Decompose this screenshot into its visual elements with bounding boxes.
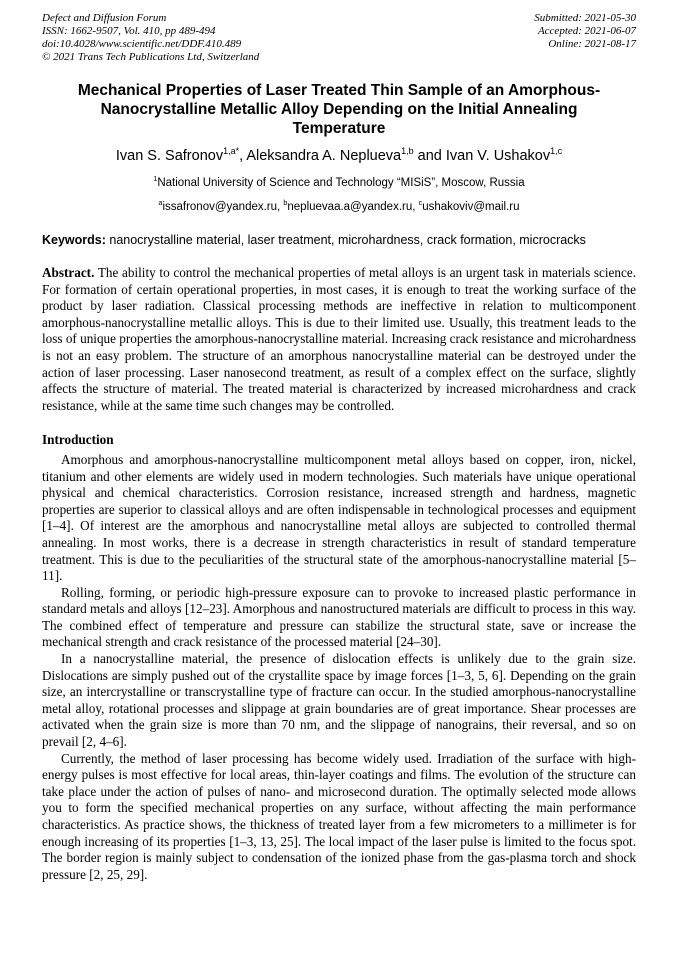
email-superscript: a [158, 199, 163, 208]
author-separator: and [413, 148, 446, 164]
submission-info [534, 12, 636, 64]
introduction-paragraph-2: Rolling, forming, or periodic high-pressure exposure can to provoke to increased plastic performance in standard metals and alloys [12–23]. Amorphous and nanostructured materials are difficult to process in this way. The combined effect of temperature and pressure can stabilize the structural state, save or increase the mechanical strength and crack resistance of the processed material [24–30]. [42, 584, 636, 650]
paper-title-line-3: Temperature [292, 120, 386, 137]
journal-info [42, 12, 259, 64]
online-date: Online: 2021-08-17 [548, 38, 636, 50]
abstract-paragraph [42, 265, 636, 414]
email-superscript: c [418, 199, 423, 208]
email-superscript: b [283, 199, 288, 208]
journal-issn-volume: ISSN: 1662-9507, Vol. 410, pp 489-494 [42, 25, 216, 37]
email-separator: , [412, 201, 419, 213]
abstract-label: Abstract. [42, 265, 95, 280]
keywords-text: nanocrystalline material, laser treatment, microhardness, crack formation, microcracks [105, 233, 586, 247]
keywords-label: Keywords: [42, 233, 106, 247]
introduction-paragraph-1: Amorphous and amorphous-nanocrystalline multicomponent metal alloys based on copper, iron, nickel, titanium and other elements are widely used in modern technologies. Such materials have unique operational physical and chemical characteristics. Corrosion resistance, increased strength and hardness, magnetic properties are superior to classical alloys and are often indispensable in technological processes and equipment [1–4]. Of interest are the amorphous and nanocrystalline metal alloys are subjected to controlled thermal annealing. In most works, there is a decrease in strength characteristics in result of standard temperature treatment. This is due to the peculiarities of the structural state of the amorphous-nanocrystalline material [5–11]. [42, 451, 636, 584]
email-separator: , [277, 201, 284, 213]
affiliation-text: National University of Science and Technology “MISiS”, Moscow, Russia [157, 177, 525, 189]
keywords-line [42, 233, 636, 248]
author-name: Ivan S. Safronov [115, 148, 224, 164]
author-superscript: 1,b [401, 146, 414, 157]
affiliation-superscript: 1 [153, 175, 158, 184]
accepted-date: Accepted: 2021-06-07 [537, 25, 636, 37]
abstract-text: The ability to control the mechanical properties of metal alloys is an urgent task in materials science. For formation of certain operational properties, in most cases, it is enough to treat the working surface of the product by laser radiation. Classical processing methods are ineffective in relation to multicomponent amorphous-nanocrystalline metallic alloys. This is due to their limited use. Usually, this treatment leads to the loss of unique properties the amorphous-nanocrystalline material. Increasing crack resistance and microhardness is not an easy problem. The structure of an amorphous nanocrystalline material can be destroyed under the action of laser processing. Laser nanosecond treatment, as result of a complex effect on the surface, slightly affects the structure of material. The treated material is characterized by increased microhardness and crack resistance, while at the same time such changes may be controlled. [42, 265, 636, 413]
author-separator: , [239, 148, 247, 164]
author-superscript: 1,a* [223, 146, 240, 157]
email-address: ushakoviv@mail.ru [422, 201, 520, 213]
journal-header [42, 12, 636, 64]
submitted-date: Submitted: 2021-05-30 [534, 12, 636, 24]
author-name: Ivan V. Ushakov [445, 148, 551, 164]
paper-title-line-1: Mechanical Properties of Laser Treated Thin Sample of an Amorphous- [77, 82, 601, 99]
paper-title [42, 81, 636, 138]
affiliation-line [42, 176, 636, 190]
authors-line [42, 147, 636, 165]
section-heading-introduction: Introduction [42, 432, 114, 448]
paper-title-line-2: Nanocrystalline Metallic Alloy Depending on the Initial Annealing [100, 101, 578, 118]
email-address: nepluevaa.a@yandex.ru [287, 201, 413, 213]
journal-doi: doi:10.4028/www.scientific.net/DDF.410.489 [42, 38, 242, 50]
author-superscript: 1,c [550, 146, 563, 157]
emails-line [42, 200, 636, 214]
journal-copyright: © 2021 Trans Tech Publications Ltd, Switzerland [42, 51, 260, 63]
author-name: Aleksandra A. Neplueva [246, 148, 402, 164]
introduction-paragraph-4: Currently, the method of laser processing has become widely used. Irradiation of the surface with high-energy pulses is most effective for local areas, thin-layer coatings and films. The evolution of the structure can take place under the action of pulses of nano- and microsecond duration. The optimally selected mode allows you to form the specified mechanical properties on any surface, without affecting the main performance characteristics. As practice shows, the thickness of treated layer from a few micrometers to a millimeter is for enough increasing of its properties [1–3, 13, 25]. The local impact of the laser pulse is limited to the focus spot. The border region is mainly subject to condensation of the ionized phase from the gas-plasma torch and shock pressure [2, 25, 29]. [42, 750, 636, 882]
journal-name: Defect and Diffusion Forum [42, 12, 167, 24]
email-address: issafronov@yandex.ru [162, 201, 278, 213]
introduction-paragraph-3: In a nanocrystalline material, the presence of dislocation effects is unlikely due to the grain size. Dislocations are simply pushed out of the crystallite space by image forces [1–3, 5, 6]. Depending on the grain size, an intercrystalline or transcrystalline type of fracture can occur. In the studied amorphous-nanocrystalline metal alloy, rotational processes and slippage at grain boundaries are of great importance. Shear processes are activated when the grain size is more than 70 nm, and the slippage of nanograins, their reversal, and so on prevail [2, 4–6]. [42, 651, 636, 750]
